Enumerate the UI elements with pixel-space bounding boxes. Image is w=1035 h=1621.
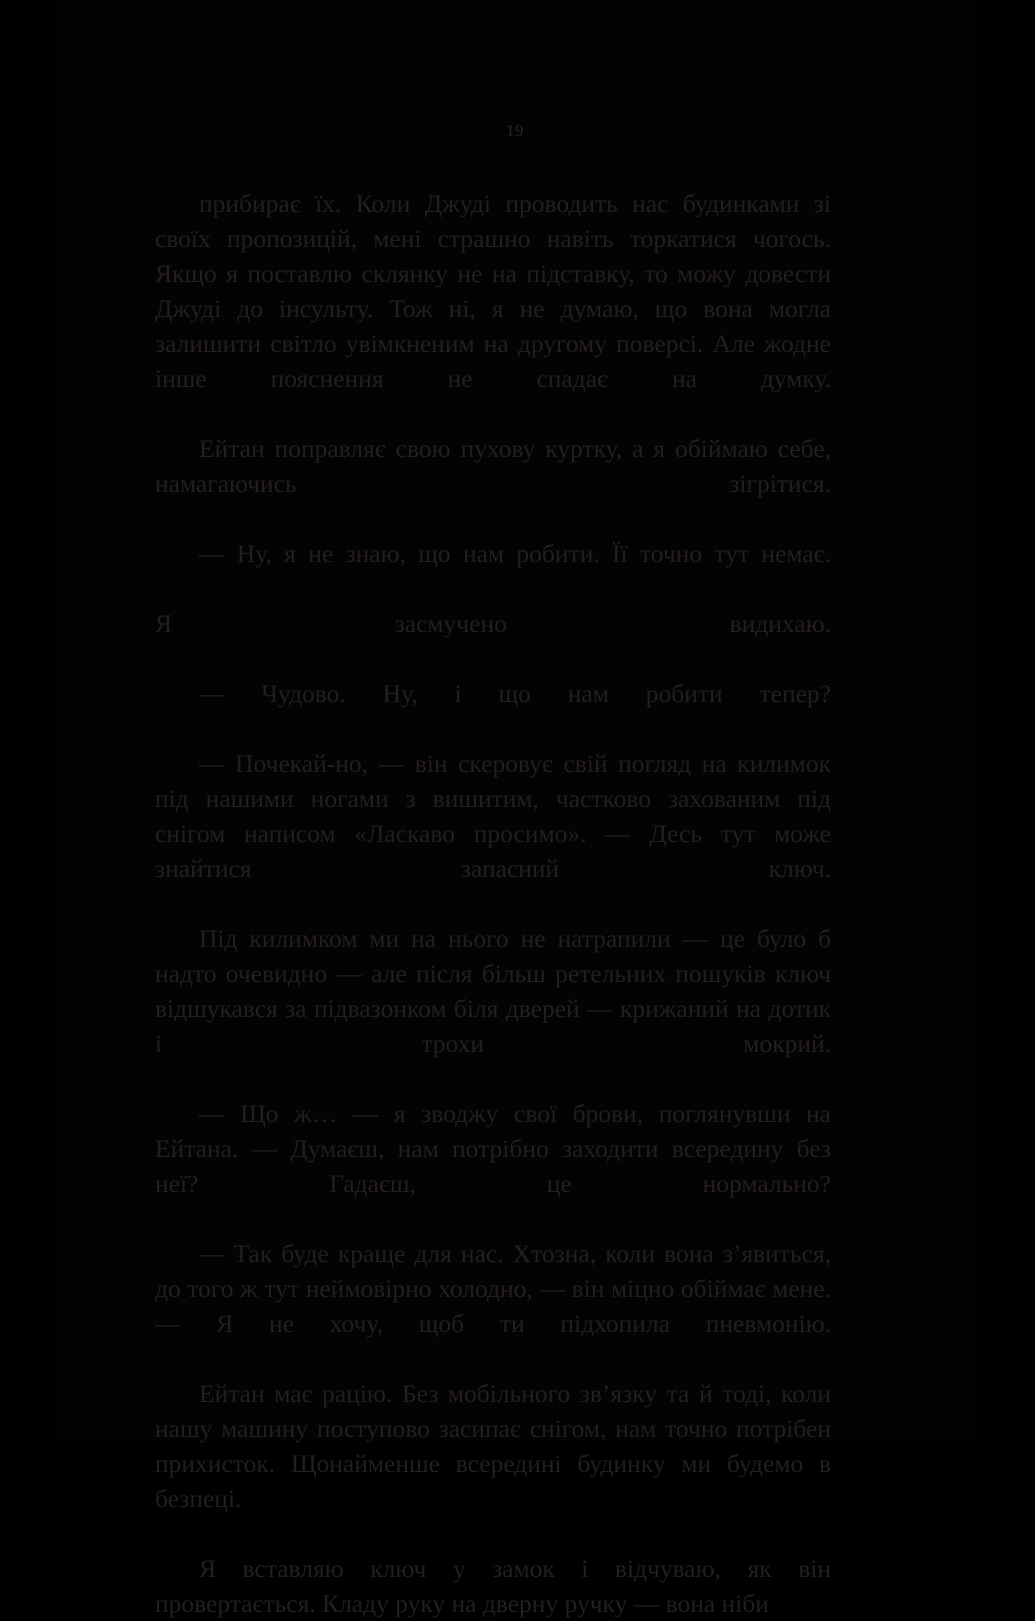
paragraph-continued: Я вставляю ключ у замок і відчуваю, як він провертається. Кладу руку на дверну ручку — вона ніби — [155, 1554, 831, 1618]
paragraph: Ейтан має рацію. Без мобільного зв’язку та й тоді, коли нашу машину поступово засипає снігом, нам точно потрібен прихисток. Щонайменше всередині будинку ми будемо в безпеці. — [155, 1379, 831, 1513]
paragraph: Я засмучено видихаю. — [155, 609, 831, 638]
paragraph: Ейтан поправляє свою пухову куртку, а я обіймаю себе, намагаючись зігрітися. — [155, 434, 831, 498]
page-sheet — [55, 0, 975, 1618]
dialogue-line: — Ну, я не знаю, що нам робити. Її точно тут немає. — [199, 539, 831, 568]
dialogue-line: — Чудово. Ну, і що нам робити тепер? — [199, 679, 831, 708]
page-number: 19 — [506, 121, 524, 140]
paragraph: Під килимком ми на нього не натрапили — це було б надто очевидно — але після більш ретельних пошуків ключ відшукався за підвазонком біля дверей — крижаний на дотик і трохи мокрий. — [155, 924, 831, 1058]
paragraph: прибирає їх. Коли Джуді проводить нас будинками зі своїх пропозицій, мені страшно навіть торкатися чогось. Якщо я поставлю склянку не на підставку, то можу довести Джуді до інсульту. Тож ні, я не думаю, що вона могла залишити світло увімкненим на другому поверсі. Але жодне інше пояснення не спадає на думку. — [155, 189, 831, 393]
dialogue-line: — Так буде краще для нас. Хтозна, коли вона з’явиться, до того ж тут неймовірно холодно, — він міцно обіймає мене. — Я не хочу, щоб ти підхопила пневмонію. — [155, 1239, 831, 1338]
dialogue-line: — Почекай-но, — він скеровує свій погляд на килимок під нашими ногами з вишитим, частково захованим під снігом написом «Ласкаво просимо». — Десь тут може знайтися запасний ключ. — [155, 749, 831, 883]
dialogue-line: — Що ж… — я зводжу свої брови, поглянувши на Ейтана. — Думаєш, нам потрібно заходити всередину без неї? Гадаєш, це нормально? — [155, 1099, 831, 1198]
body-text-column — [155, 186, 831, 1621]
